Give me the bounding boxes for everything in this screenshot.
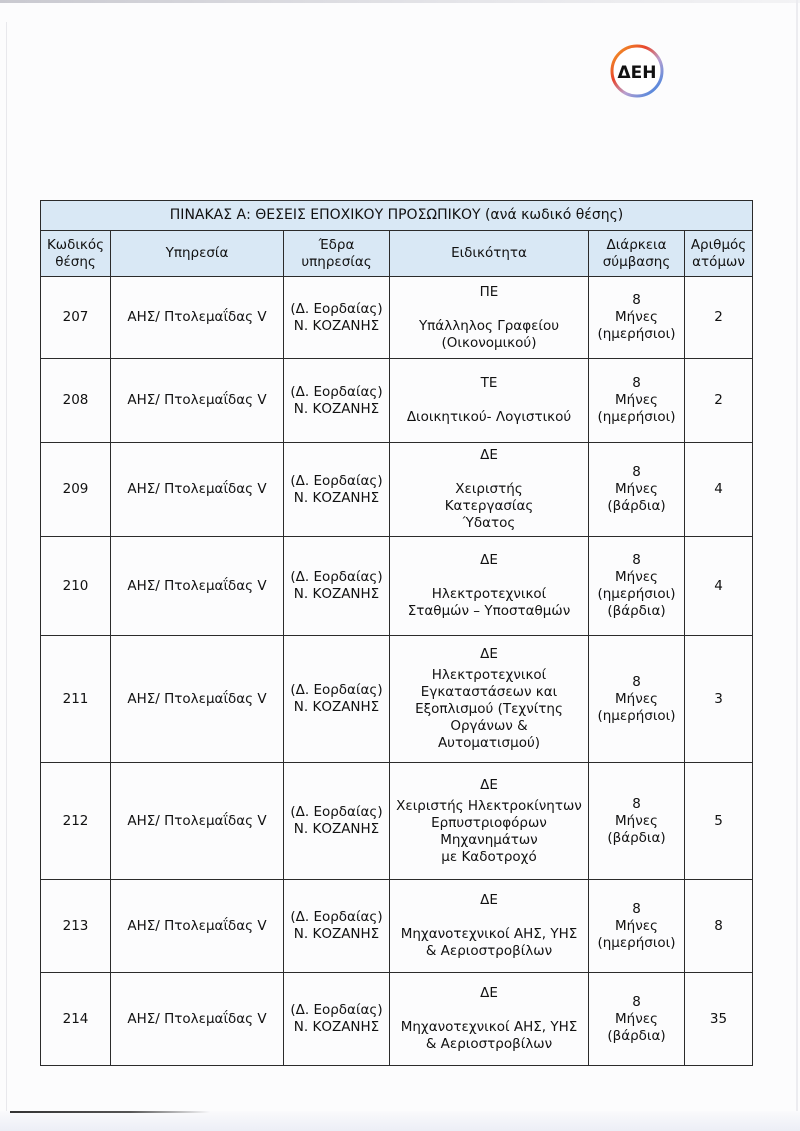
table-row [41, 880, 753, 973]
education-level: ΔΕ [480, 552, 498, 568]
education-level: ΔΕ [480, 892, 498, 908]
header-line: ατόμων [692, 253, 745, 270]
cell-code: 209 [41, 443, 111, 537]
duration-line: 8 [632, 292, 641, 308]
specialty-line: (Οικονομικού) [441, 334, 537, 351]
specialty-line: Εγκαταστάσεων και [420, 684, 558, 700]
cell-persons: 4 [685, 443, 753, 537]
specialty-line: Μηχανημάτων [440, 831, 538, 848]
cell-persons: 4 [685, 537, 753, 636]
specialty-line: Ηλεκτροτεχνικοί [431, 667, 547, 683]
specialty-line: Αυτοματισμού) [437, 735, 541, 751]
seat-prefecture: Ν. ΚΟΖΑΝΗΣ [293, 926, 380, 942]
scan-edge-bottom [0, 1111, 800, 1131]
specialty-wrap [392, 373, 586, 428]
duration-line: Μήνες [615, 917, 658, 934]
specialty-line: Εξοπλισμού (Τεχνίτης [415, 701, 563, 717]
cell-duration [589, 359, 685, 443]
specialty-line: με Καδοτροχό [441, 848, 537, 865]
header-col-persons [685, 231, 753, 277]
seat-municipality: (Δ. Εορδαίας) [290, 804, 383, 820]
table-title: ΠΙΝΑΚΑΣ Α: ΘΕΣΕΙΣ ΕΠΟΧΙΚΟΥ ΠΡΟΣΩΠΙΚΟΥ (ανά κωδικό θέσης) [41, 201, 753, 231]
specialty-wrap [392, 775, 586, 868]
duration-line: Μήνες [615, 1010, 658, 1027]
cell-seat [284, 763, 390, 880]
seat-municipality: (Δ. Εορδαίας) [290, 472, 383, 489]
education-level: ΔΕ [480, 985, 498, 1001]
cell-service: ΑΗΣ/ Πτολεμαΐδας V [111, 537, 284, 636]
seat-municipality: (Δ. Εορδαίας) [290, 300, 383, 317]
education-level: ΠΕ [479, 283, 499, 300]
cell-persons: 2 [685, 277, 753, 359]
header-line: θέσης [55, 253, 96, 270]
duration-line: Μήνες [615, 690, 658, 707]
positions-table [40, 200, 753, 1066]
seat-municipality: (Δ. Εορδαίας) [290, 682, 383, 698]
cell-seat [284, 636, 390, 763]
scan-edge-right [796, 0, 798, 1131]
header-line: Έδρα [318, 236, 355, 253]
table-row [41, 359, 753, 443]
specialty-line: Χειριστής [455, 481, 523, 497]
duration-line: (ημερήσιοι) [597, 707, 676, 724]
specialty-line: Μηχανοτεχνικοί ΑΗΣ, ΥΗΣ [400, 926, 578, 942]
specialty-line: Υπάλληλος Γραφείου [418, 317, 560, 334]
header-line: Ειδικότητα [451, 245, 527, 261]
header-col-service [111, 231, 284, 277]
cell-code: 210 [41, 537, 111, 636]
cell-duration [589, 636, 685, 763]
duration-line: (ημερήσιοι) [597, 934, 676, 951]
duration-line: Μήνες [615, 481, 658, 497]
specialty-line: Σταθμών – Υποσταθμών [407, 603, 571, 619]
cell-service: ΑΗΣ/ Πτολεμαΐδας V [111, 880, 284, 973]
cell-service: ΑΗΣ/ Πτολεμαΐδας V [111, 443, 284, 537]
cell-seat [284, 277, 390, 359]
education-level: ΔΕ [480, 776, 498, 793]
duration-line: (ημερήσιοι) [597, 409, 676, 425]
cell-code: 208 [41, 359, 111, 443]
cell-specialty [390, 636, 589, 763]
duration-line: 8 [632, 673, 641, 690]
duration-line: (ημερήσιοι) [597, 326, 676, 342]
scan-edge-left [6, 22, 7, 1112]
education-level: ΔΕ [480, 646, 498, 662]
duration-line: Μήνες [615, 309, 658, 325]
seat-prefecture: Ν. ΚΟΖΑΝΗΣ [293, 317, 380, 334]
header-line: Υπηρεσία [165, 245, 229, 261]
specialty-wrap [392, 550, 586, 622]
cell-seat [284, 973, 390, 1066]
specialty-wrap [392, 983, 586, 1055]
cell-seat [284, 537, 390, 636]
cell-duration [589, 277, 685, 359]
header-col-code [41, 231, 111, 277]
duration-line: Μήνες [615, 392, 658, 408]
duration-line: (ημερήσιοι) [597, 586, 676, 602]
specialty-wrap [392, 445, 586, 534]
table-row [41, 636, 753, 763]
table-row [41, 277, 753, 359]
specialty-wrap [392, 890, 586, 962]
header-col-duration [589, 231, 685, 277]
seat-prefecture: Ν. ΚΟΖΑΝΗΣ [293, 1019, 380, 1035]
specialty-line: & Αεριοστροβίλων [425, 943, 553, 959]
table-header-row [41, 231, 753, 277]
duration-line: (βάρδια) [607, 498, 666, 514]
specialty-line: Ηλεκτροτεχνικοί [431, 586, 547, 602]
cell-specialty [390, 277, 589, 359]
seat-prefecture: Ν. ΚΟΖΑΝΗΣ [293, 489, 380, 506]
duration-line: (βάρδια) [607, 603, 666, 619]
education-level: ΔΕ [480, 447, 498, 463]
cell-code: 211 [41, 636, 111, 763]
specialty-line: & Αεριοστροβίλων [425, 1036, 553, 1052]
specialty-line: Ερπυστριοφόρων [431, 814, 547, 831]
deh-logo-icon [609, 43, 665, 99]
scan-edge-top [0, 0, 800, 3]
seat-municipality: (Δ. Εορδαίας) [290, 383, 383, 400]
specialty-line: Κατεργασίας [444, 498, 534, 514]
seat-municipality: (Δ. Εορδαίας) [290, 1002, 383, 1018]
cell-specialty [390, 359, 589, 443]
header-line: σύμβασης [602, 253, 671, 270]
seat-municipality: (Δ. Εορδαίας) [290, 909, 383, 925]
cell-service: ΑΗΣ/ Πτολεμαΐδας V [111, 973, 284, 1066]
duration-line: 8 [632, 993, 641, 1010]
cell-service: ΑΗΣ/ Πτολεμαΐδας V [111, 359, 284, 443]
specialty-wrap [392, 644, 586, 754]
cell-duration [589, 973, 685, 1066]
education-level: ΤΕ [480, 375, 498, 391]
table-row [41, 763, 753, 880]
seat-prefecture: Ν. ΚΟΖΑΝΗΣ [293, 586, 380, 602]
duration-line: (βάρδια) [607, 1027, 666, 1044]
seat-municipality: (Δ. Εορδαίας) [290, 569, 383, 585]
cell-code: 213 [41, 880, 111, 973]
cell-code: 212 [41, 763, 111, 880]
cell-seat [284, 359, 390, 443]
cell-code: 207 [41, 277, 111, 359]
cell-service: ΑΗΣ/ Πτολεμαΐδας V [111, 277, 284, 359]
duration-line: 8 [632, 375, 641, 391]
header-line: Διάρκεια [606, 236, 667, 253]
specialty-line: Χειριστής Ηλεκτροκίνητων [396, 797, 582, 814]
svg-text:ΔΕΗ: ΔΕΗ [617, 63, 657, 83]
footer-rule [10, 1111, 210, 1113]
cell-persons: 5 [685, 763, 753, 880]
cell-persons: 2 [685, 359, 753, 443]
table-row [41, 973, 753, 1066]
duration-line: Μήνες [615, 812, 658, 829]
duration-line: 8 [632, 552, 641, 568]
cell-specialty [390, 537, 589, 636]
cell-specialty [390, 443, 589, 537]
cell-service: ΑΗΣ/ Πτολεμαΐδας V [111, 636, 284, 763]
cell-specialty [390, 763, 589, 880]
cell-persons: 3 [685, 636, 753, 763]
cell-seat [284, 443, 390, 537]
seat-prefecture: Ν. ΚΟΖΑΝΗΣ [293, 400, 380, 417]
header-line: υπηρεσίας [301, 253, 372, 270]
duration-line: 8 [632, 900, 641, 917]
header-line: Αριθμός [690, 236, 747, 253]
cell-duration [589, 880, 685, 973]
table-row [41, 443, 753, 537]
duration-line: 8 [632, 464, 641, 480]
cell-duration [589, 763, 685, 880]
cell-specialty [390, 973, 589, 1066]
header-col-specialty [390, 231, 589, 277]
specialty-line: Διοικητικού- Λογιστικού [406, 409, 572, 425]
duration-line: 8 [632, 795, 641, 812]
seat-prefecture: Ν. ΚΟΖΑΝΗΣ [293, 699, 380, 715]
header-col-seat [284, 231, 390, 277]
header-line: Κωδικός [46, 236, 105, 253]
table-row [41, 537, 753, 636]
cell-duration [589, 443, 685, 537]
specialty-wrap [392, 282, 586, 354]
duration-line: Μήνες [615, 569, 658, 585]
cell-service: ΑΗΣ/ Πτολεμαΐδας V [111, 763, 284, 880]
cell-persons: 35 [685, 973, 753, 1066]
duration-line: (βάρδια) [607, 829, 666, 846]
cell-seat [284, 880, 390, 973]
specialty-line: Ύδατος [462, 515, 516, 531]
cell-duration [589, 537, 685, 636]
seat-prefecture: Ν. ΚΟΖΑΝΗΣ [293, 821, 380, 837]
cell-code: 214 [41, 973, 111, 1066]
specialty-line: Οργάνων & [450, 718, 528, 734]
cell-specialty [390, 880, 589, 973]
cell-persons: 8 [685, 880, 753, 973]
specialty-line: Μηχανοτεχνικοί ΑΗΣ, ΥΗΣ [400, 1019, 578, 1035]
